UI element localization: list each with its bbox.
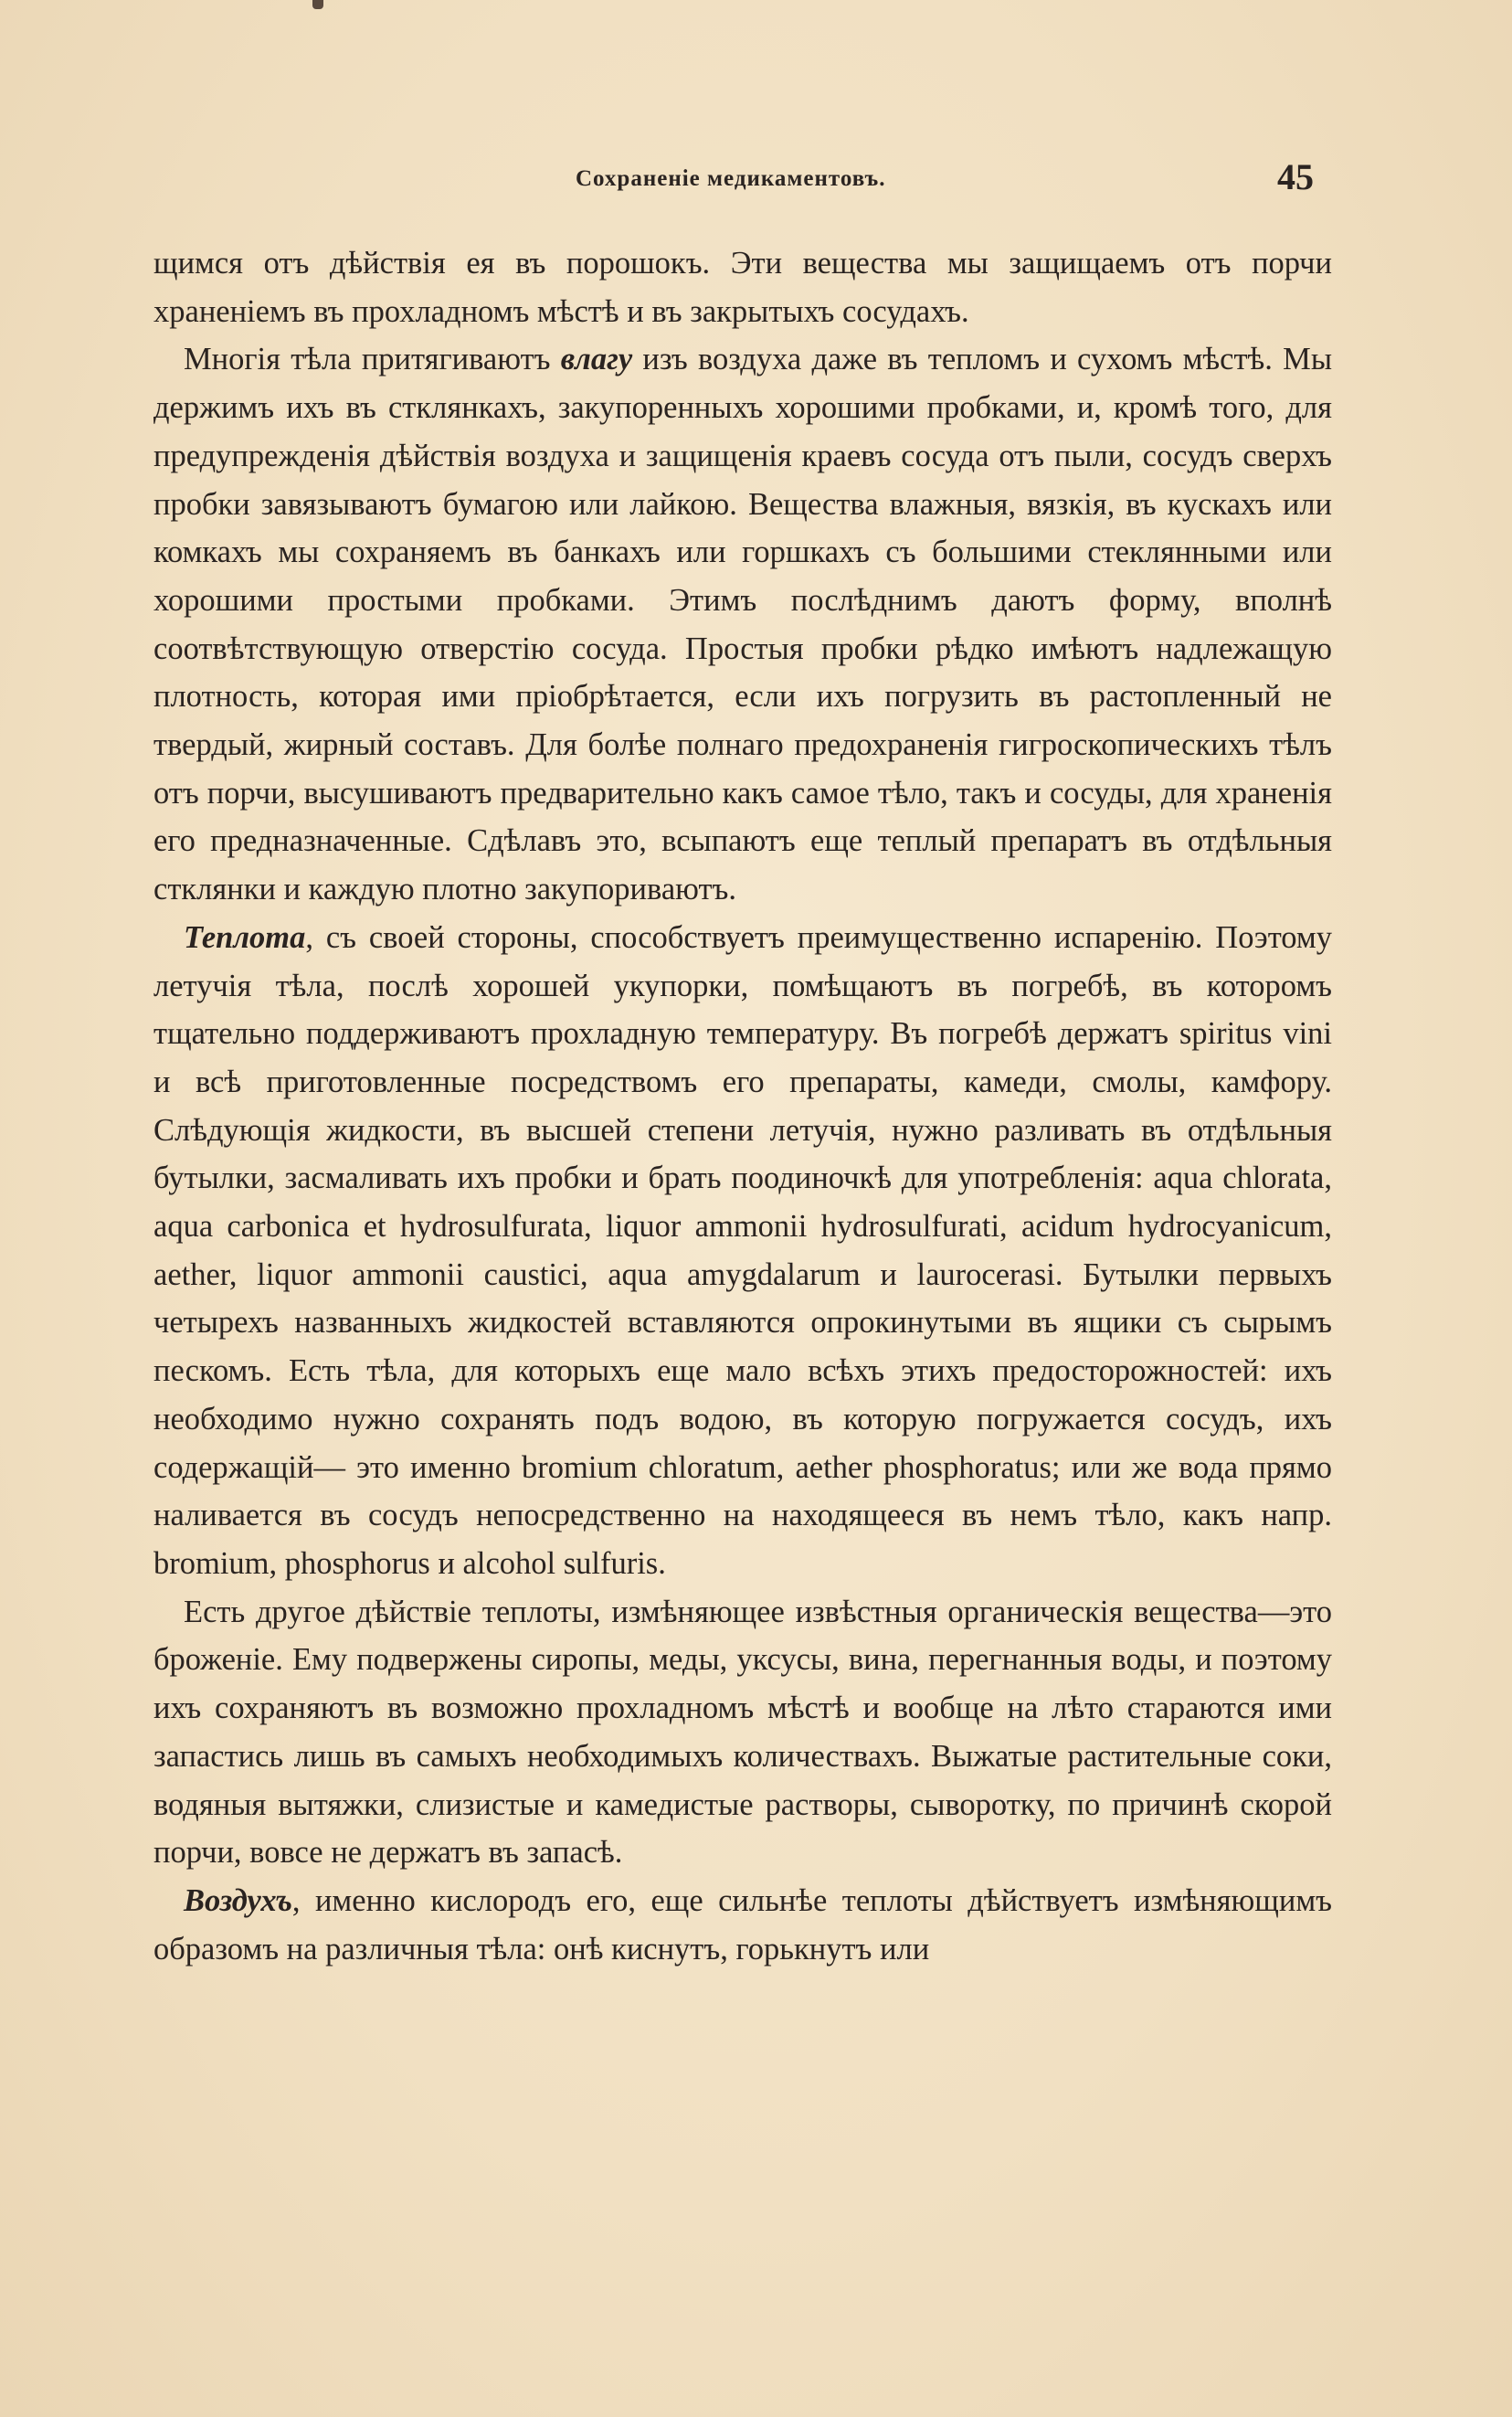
running-title: Сохраненіе медикаментовъ. bbox=[576, 166, 886, 191]
paragraph-text: Многія тѣла притягиваютъ bbox=[184, 342, 561, 377]
paragraph bbox=[153, 1877, 1332, 1973]
ink-smudge bbox=[312, 0, 323, 9]
emphasized-term: влагу bbox=[560, 342, 633, 377]
paragraph-text: , именно кислородъ его, еще сильнѣе теплоты дѣйствуетъ измѣняющимъ образомъ на различныя тѣла: онѣ киснутъ, горькнутъ или bbox=[153, 1882, 1332, 1966]
paragraph-text: Есть другое дѣйствіе теплоты, измѣняющее извѣстныя органическія вещества—это броженіе. Ему подвержены сиропы, меды, уксусы, вина, перегнанныя воды, и поэтому ихъ сохраняютъ въ возможно прохладномъ мѣстѣ и вообще на лѣто стараются ими запастись лишь въ самыхъ необходимыхъ количествахъ. Выжатые растительные соки, водяныя вытяжки, слизистые и камедистые растворы, сыворотку, по причинѣ скорой порчи, вовсе не держатъ въ запасѣ. bbox=[153, 1594, 1332, 1871]
emphasized-term: Теплота bbox=[184, 919, 306, 955]
page-number: 45 bbox=[1277, 156, 1314, 197]
paragraph bbox=[153, 914, 1332, 1588]
paragraph bbox=[153, 239, 1332, 335]
paragraph-text: изъ воздуха даже въ тепломъ и сухомъ мѣстѣ. Мы держимъ ихъ въ стклянкахъ, закупоренныхъ хорошими пробками, и, кромѣ того, для предупрежденія дѣйствія воздуха и защищенія краевъ сосуда отъ пыли, сосудъ сверхъ пробки завязываютъ бумагою или лайкою. Вещества влажныя, вязкія, въ кускахъ или комкахъ мы сохраняемъ въ банкахъ или горшкахъ съ большими стеклянными или хорошими простыми пробками. Этимъ послѣднимъ даютъ форму, вполнѣ соотвѣтствующую отверстію сосуда. Простыя пробки рѣдко имѣютъ надлежащую плотность, которая ими пріобрѣтается, если ихъ погрузить въ растопленный не твердый, жирный составъ. Для болѣе полнаго предохраненія гигроскопическихъ тѣлъ отъ порчи, высушиваютъ предварительно какъ самое тѣло, такъ и сосуды, для храненія его предназначенные. Сдѣлавъ это, всыпаютъ еще теплый препаратъ въ отдѣльныя стклянки и каждую плотно закупориваютъ. bbox=[153, 342, 1332, 907]
paragraph-text: , съ своей стороны, способствуетъ преимущественно испаренію. Поэтому летучія тѣла, послѣ хорошей укупорки, помѣщаютъ въ погребѣ, въ которомъ тщательно поддерживаютъ прохладную температуру. Въ погребѣ держатъ spiritus vini и всѣ приготовленные посредствомъ его препараты, камеди, смолы, камфору. Слѣдующія жидкости, въ высшей степени летучія, нужно разливать въ отдѣльныя бутылки, засмаливать ихъ пробки и брать поодиночкѣ для употребленія: aqua chlorata, aqua carbonica et hydrosulfurata, liquor ammonii hydrosulfurati, acidum hydrocyanicum, aether, liquor ammonii caustici, aqua amygdalarum и laurocerasi. Бутылки первыхъ четырехъ названныхъ жидкостей вставляются опрокинутыми въ ящики съ сырымъ пескомъ. Есть тѣла, для которыхъ еще мало всѣхъ этихъ предосторожностей: ихъ необходимо нужно сохранять подъ водою, въ которую погружается сосудъ, ихъ содержащій— это именно bromium chloratum, aether phosphoratus; или же вода прямо наливается въ сосудъ непосредственно на находящееся въ немъ тѣло, какъ напр. bromium, phosphorus и alcohol sulfuris. bbox=[153, 919, 1332, 1581]
emphasized-term: Воздухъ bbox=[184, 1882, 292, 1918]
paragraph bbox=[153, 1588, 1332, 1877]
body-text bbox=[153, 239, 1332, 1973]
paragraph bbox=[153, 335, 1332, 913]
paragraph-text: щимся отъ дѣйствія ея въ порошокъ. Эти вещества мы защищаемъ отъ порчи храненіемъ въ прохладномъ мѣстѣ и въ закрытыхъ сосудахъ. bbox=[153, 246, 1332, 329]
